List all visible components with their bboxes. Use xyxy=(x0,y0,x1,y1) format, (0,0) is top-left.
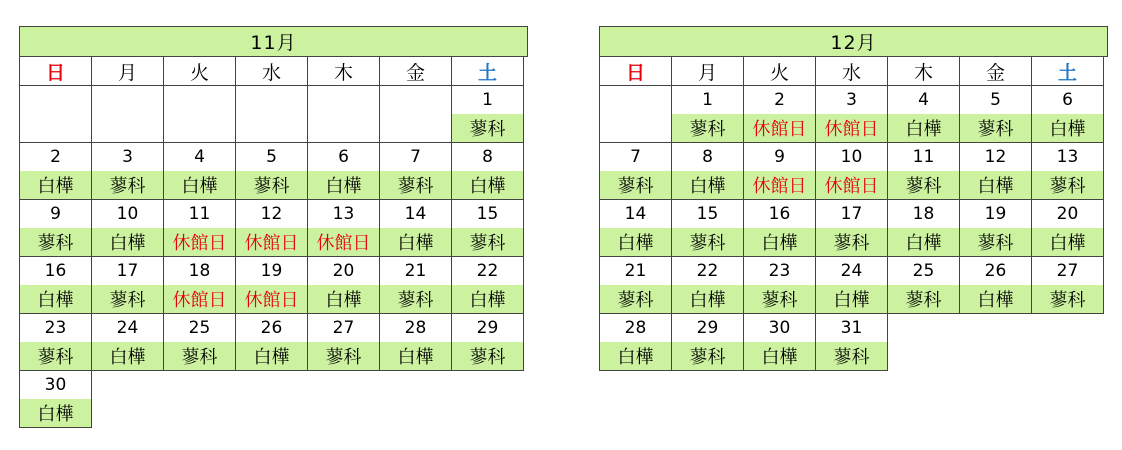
venue-label: 白樺 xyxy=(92,228,163,256)
weekday-header: 水 xyxy=(815,56,888,86)
week-row xyxy=(19,200,528,257)
venue-label: 蓼科 xyxy=(960,114,1031,142)
day-cell xyxy=(19,313,92,371)
day-cell xyxy=(887,85,960,143)
day-number: 23 xyxy=(44,318,67,338)
empty-day-cell xyxy=(19,85,92,143)
venue-label: 白樺 xyxy=(1032,114,1103,142)
weekday-header-row xyxy=(19,57,528,86)
weekday-header: 土 xyxy=(451,56,524,86)
venue-label: 白樺 xyxy=(164,171,235,199)
day-number: 15 xyxy=(696,204,719,224)
weekday-header: 木 xyxy=(887,56,960,86)
week-row xyxy=(599,314,1108,371)
venue-label: 白樺 xyxy=(380,342,451,370)
venue-label: 白樺 xyxy=(308,285,379,313)
weekday-header: 火 xyxy=(743,56,816,86)
day-cell xyxy=(451,85,524,143)
day-cell xyxy=(671,85,744,143)
day-cell xyxy=(887,199,960,257)
day-number: 27 xyxy=(332,318,355,338)
day-number: 6 xyxy=(1062,90,1073,110)
day-cell xyxy=(887,256,960,314)
day-cell xyxy=(235,313,308,371)
day-number: 2 xyxy=(774,90,785,110)
day-number: 31 xyxy=(840,318,863,338)
day-number: 29 xyxy=(476,318,499,338)
day-number: 18 xyxy=(188,261,211,281)
venue-label: 白樺 xyxy=(744,228,815,256)
day-number: 23 xyxy=(768,261,791,281)
closed-label: 休館日 xyxy=(816,171,887,199)
day-number: 24 xyxy=(840,261,863,281)
month-title: 11月 xyxy=(19,26,528,57)
day-number: 10 xyxy=(840,147,863,167)
day-number: 20 xyxy=(332,261,355,281)
venue-label: 白樺 xyxy=(888,228,959,256)
weekday-header: 日 xyxy=(599,56,672,86)
day-number: 27 xyxy=(1056,261,1079,281)
venue-label: 白樺 xyxy=(600,342,671,370)
closed-label: 休館日 xyxy=(816,114,887,142)
day-cell xyxy=(163,199,236,257)
day-number: 28 xyxy=(624,318,647,338)
weekday-header: 金 xyxy=(959,56,1032,86)
day-cell xyxy=(235,199,308,257)
venue-label: 白樺 xyxy=(308,171,379,199)
day-cell xyxy=(163,142,236,200)
day-number: 25 xyxy=(912,261,935,281)
day-number: 26 xyxy=(260,318,283,338)
day-cell xyxy=(19,142,92,200)
weekday-header: 金 xyxy=(379,56,452,86)
day-number: 11 xyxy=(912,147,935,167)
venue-label: 蓼科 xyxy=(308,342,379,370)
day-cell xyxy=(599,199,672,257)
day-number: 29 xyxy=(696,318,719,338)
venue-label: 蓼科 xyxy=(452,114,523,142)
day-number: 7 xyxy=(630,147,641,167)
day-cell xyxy=(671,256,744,314)
week-row xyxy=(599,200,1108,257)
day-number: 16 xyxy=(768,204,791,224)
calendar-grid xyxy=(599,57,1108,371)
venue-label: 蓼科 xyxy=(92,171,163,199)
day-number: 21 xyxy=(624,261,647,281)
day-number: 3 xyxy=(846,90,857,110)
day-number: 20 xyxy=(1056,204,1079,224)
day-cell xyxy=(163,313,236,371)
empty-space xyxy=(1031,313,1104,371)
week-row xyxy=(19,257,528,314)
empty-space xyxy=(307,370,380,428)
day-number: 22 xyxy=(476,261,499,281)
day-number: 5 xyxy=(266,147,277,167)
closed-label: 休館日 xyxy=(236,285,307,313)
day-number: 6 xyxy=(338,147,349,167)
venue-label: 蓼科 xyxy=(888,171,959,199)
day-number: 25 xyxy=(188,318,211,338)
venue-label: 白樺 xyxy=(960,171,1031,199)
day-cell xyxy=(451,142,524,200)
venue-label: 蓼科 xyxy=(888,285,959,313)
day-cell xyxy=(1031,142,1104,200)
empty-day-cell xyxy=(599,85,672,143)
day-number: 2 xyxy=(50,147,61,167)
empty-space xyxy=(163,370,236,428)
day-number: 12 xyxy=(984,147,1007,167)
weekday-header: 月 xyxy=(671,56,744,86)
venue-label: 白樺 xyxy=(380,228,451,256)
day-cell xyxy=(163,256,236,314)
day-cell xyxy=(307,199,380,257)
weekday-header: 土 xyxy=(1031,56,1104,86)
venue-label: 白樺 xyxy=(20,171,91,199)
day-cell xyxy=(743,256,816,314)
day-number: 15 xyxy=(476,204,499,224)
day-number: 9 xyxy=(774,147,785,167)
empty-day-cell xyxy=(379,85,452,143)
day-number: 4 xyxy=(194,147,205,167)
day-cell xyxy=(815,313,888,371)
day-cell xyxy=(887,142,960,200)
day-number: 1 xyxy=(702,90,713,110)
venue-label: 蓼科 xyxy=(816,342,887,370)
venue-label: 蓼科 xyxy=(672,342,743,370)
venue-label: 蓼科 xyxy=(744,285,815,313)
venue-label: 蓼科 xyxy=(600,285,671,313)
day-cell xyxy=(91,313,164,371)
day-cell xyxy=(1031,199,1104,257)
empty-day-cell xyxy=(91,85,164,143)
day-cell xyxy=(379,256,452,314)
venue-label: 白樺 xyxy=(816,285,887,313)
empty-space xyxy=(451,370,524,428)
venue-label: 蓼科 xyxy=(960,228,1031,256)
venue-label: 白樺 xyxy=(672,171,743,199)
venue-label: 蓼科 xyxy=(600,171,671,199)
venue-label: 白樺 xyxy=(888,114,959,142)
weekday-header: 水 xyxy=(235,56,308,86)
week-row xyxy=(19,314,528,371)
venue-label: 蓼科 xyxy=(380,171,451,199)
day-cell xyxy=(1031,256,1104,314)
empty-day-cell xyxy=(307,85,380,143)
day-cell xyxy=(815,199,888,257)
day-number: 3 xyxy=(122,147,133,167)
day-number: 22 xyxy=(696,261,719,281)
venue-label: 蓼科 xyxy=(236,171,307,199)
day-cell xyxy=(451,199,524,257)
day-number: 19 xyxy=(984,204,1007,224)
venue-label: 蓼科 xyxy=(164,342,235,370)
empty-space xyxy=(235,370,308,428)
day-number: 17 xyxy=(840,204,863,224)
week-row xyxy=(599,257,1108,314)
venue-label: 蓼科 xyxy=(1032,285,1103,313)
day-number: 14 xyxy=(624,204,647,224)
day-number: 17 xyxy=(116,261,139,281)
day-cell xyxy=(959,256,1032,314)
day-number: 9 xyxy=(50,204,61,224)
day-cell xyxy=(19,199,92,257)
day-cell xyxy=(743,85,816,143)
december-calendar xyxy=(599,26,1108,371)
day-cell xyxy=(599,142,672,200)
day-number: 26 xyxy=(984,261,1007,281)
venue-label: 蓼科 xyxy=(672,114,743,142)
day-cell xyxy=(959,199,1032,257)
weekday-header: 火 xyxy=(163,56,236,86)
day-number: 5 xyxy=(990,90,1001,110)
day-number: 13 xyxy=(332,204,355,224)
day-cell xyxy=(235,142,308,200)
venue-label: 白樺 xyxy=(452,285,523,313)
closed-label: 休館日 xyxy=(308,228,379,256)
calendar-grid xyxy=(19,57,528,428)
venue-label: 蓼科 xyxy=(92,285,163,313)
venue-label: 白樺 xyxy=(672,285,743,313)
day-cell xyxy=(599,256,672,314)
weekday-header: 木 xyxy=(307,56,380,86)
week-row xyxy=(19,86,528,143)
day-cell xyxy=(307,256,380,314)
day-cell xyxy=(959,85,1032,143)
day-number: 19 xyxy=(260,261,283,281)
day-number: 14 xyxy=(404,204,427,224)
day-cell xyxy=(671,142,744,200)
day-cell xyxy=(451,256,524,314)
day-cell xyxy=(599,313,672,371)
day-cell xyxy=(379,142,452,200)
week-row xyxy=(599,86,1108,143)
day-number: 4 xyxy=(918,90,929,110)
day-number: 12 xyxy=(260,204,283,224)
empty-day-cell xyxy=(163,85,236,143)
day-cell xyxy=(307,142,380,200)
day-number: 16 xyxy=(44,261,67,281)
day-number: 8 xyxy=(482,147,493,167)
venue-label: 蓼科 xyxy=(20,228,91,256)
day-number: 18 xyxy=(912,204,935,224)
closed-label: 休館日 xyxy=(164,228,235,256)
day-cell xyxy=(743,199,816,257)
day-number: 30 xyxy=(44,375,67,395)
venue-label: 白樺 xyxy=(236,342,307,370)
venue-label: 蓼科 xyxy=(452,342,523,370)
day-number: 28 xyxy=(404,318,427,338)
day-cell xyxy=(91,199,164,257)
week-row xyxy=(19,143,528,200)
closed-label: 休館日 xyxy=(744,114,815,142)
empty-space xyxy=(887,313,960,371)
day-cell xyxy=(1031,85,1104,143)
venue-label: 蓼科 xyxy=(20,342,91,370)
weekday-header: 日 xyxy=(19,56,92,86)
day-cell xyxy=(959,142,1032,200)
venue-label: 蓼科 xyxy=(672,228,743,256)
day-number: 10 xyxy=(116,204,139,224)
venue-label: 白樺 xyxy=(600,228,671,256)
day-cell xyxy=(19,256,92,314)
day-cell xyxy=(451,313,524,371)
day-cell xyxy=(743,313,816,371)
day-cell xyxy=(671,199,744,257)
closed-label: 休館日 xyxy=(164,285,235,313)
day-number: 7 xyxy=(410,147,421,167)
venue-label: 蓼科 xyxy=(380,285,451,313)
venue-label: 白樺 xyxy=(960,285,1031,313)
venue-label: 白樺 xyxy=(20,399,91,427)
day-number: 30 xyxy=(768,318,791,338)
month-title: 12月 xyxy=(599,26,1108,57)
closed-label: 休館日 xyxy=(236,228,307,256)
day-number: 8 xyxy=(702,147,713,167)
empty-day-cell xyxy=(235,85,308,143)
day-number: 21 xyxy=(404,261,427,281)
day-cell xyxy=(19,370,92,428)
empty-space xyxy=(959,313,1032,371)
venue-label: 白樺 xyxy=(20,285,91,313)
day-cell xyxy=(91,256,164,314)
day-number: 11 xyxy=(188,204,211,224)
venue-label: 蓼科 xyxy=(452,228,523,256)
venue-label: 白樺 xyxy=(1032,228,1103,256)
venue-label: 蓼科 xyxy=(816,228,887,256)
venue-label: 白樺 xyxy=(92,342,163,370)
venue-label: 白樺 xyxy=(744,342,815,370)
closed-label: 休館日 xyxy=(744,171,815,199)
week-row xyxy=(599,143,1108,200)
weekday-header-row xyxy=(599,57,1108,86)
day-number: 13 xyxy=(1056,147,1079,167)
day-cell xyxy=(671,313,744,371)
venue-label: 蓼科 xyxy=(1032,171,1103,199)
day-cell xyxy=(379,313,452,371)
week-row xyxy=(19,371,528,428)
weekday-header: 月 xyxy=(91,56,164,86)
day-cell xyxy=(307,313,380,371)
day-cell xyxy=(815,142,888,200)
day-number: 24 xyxy=(116,318,139,338)
day-cell xyxy=(235,256,308,314)
day-number: 1 xyxy=(482,90,493,110)
venue-label: 白樺 xyxy=(452,171,523,199)
empty-space xyxy=(91,370,164,428)
empty-space xyxy=(379,370,452,428)
day-cell xyxy=(91,142,164,200)
day-cell xyxy=(815,85,888,143)
day-cell xyxy=(379,199,452,257)
november-calendar xyxy=(19,26,528,428)
day-cell xyxy=(815,256,888,314)
day-cell xyxy=(743,142,816,200)
